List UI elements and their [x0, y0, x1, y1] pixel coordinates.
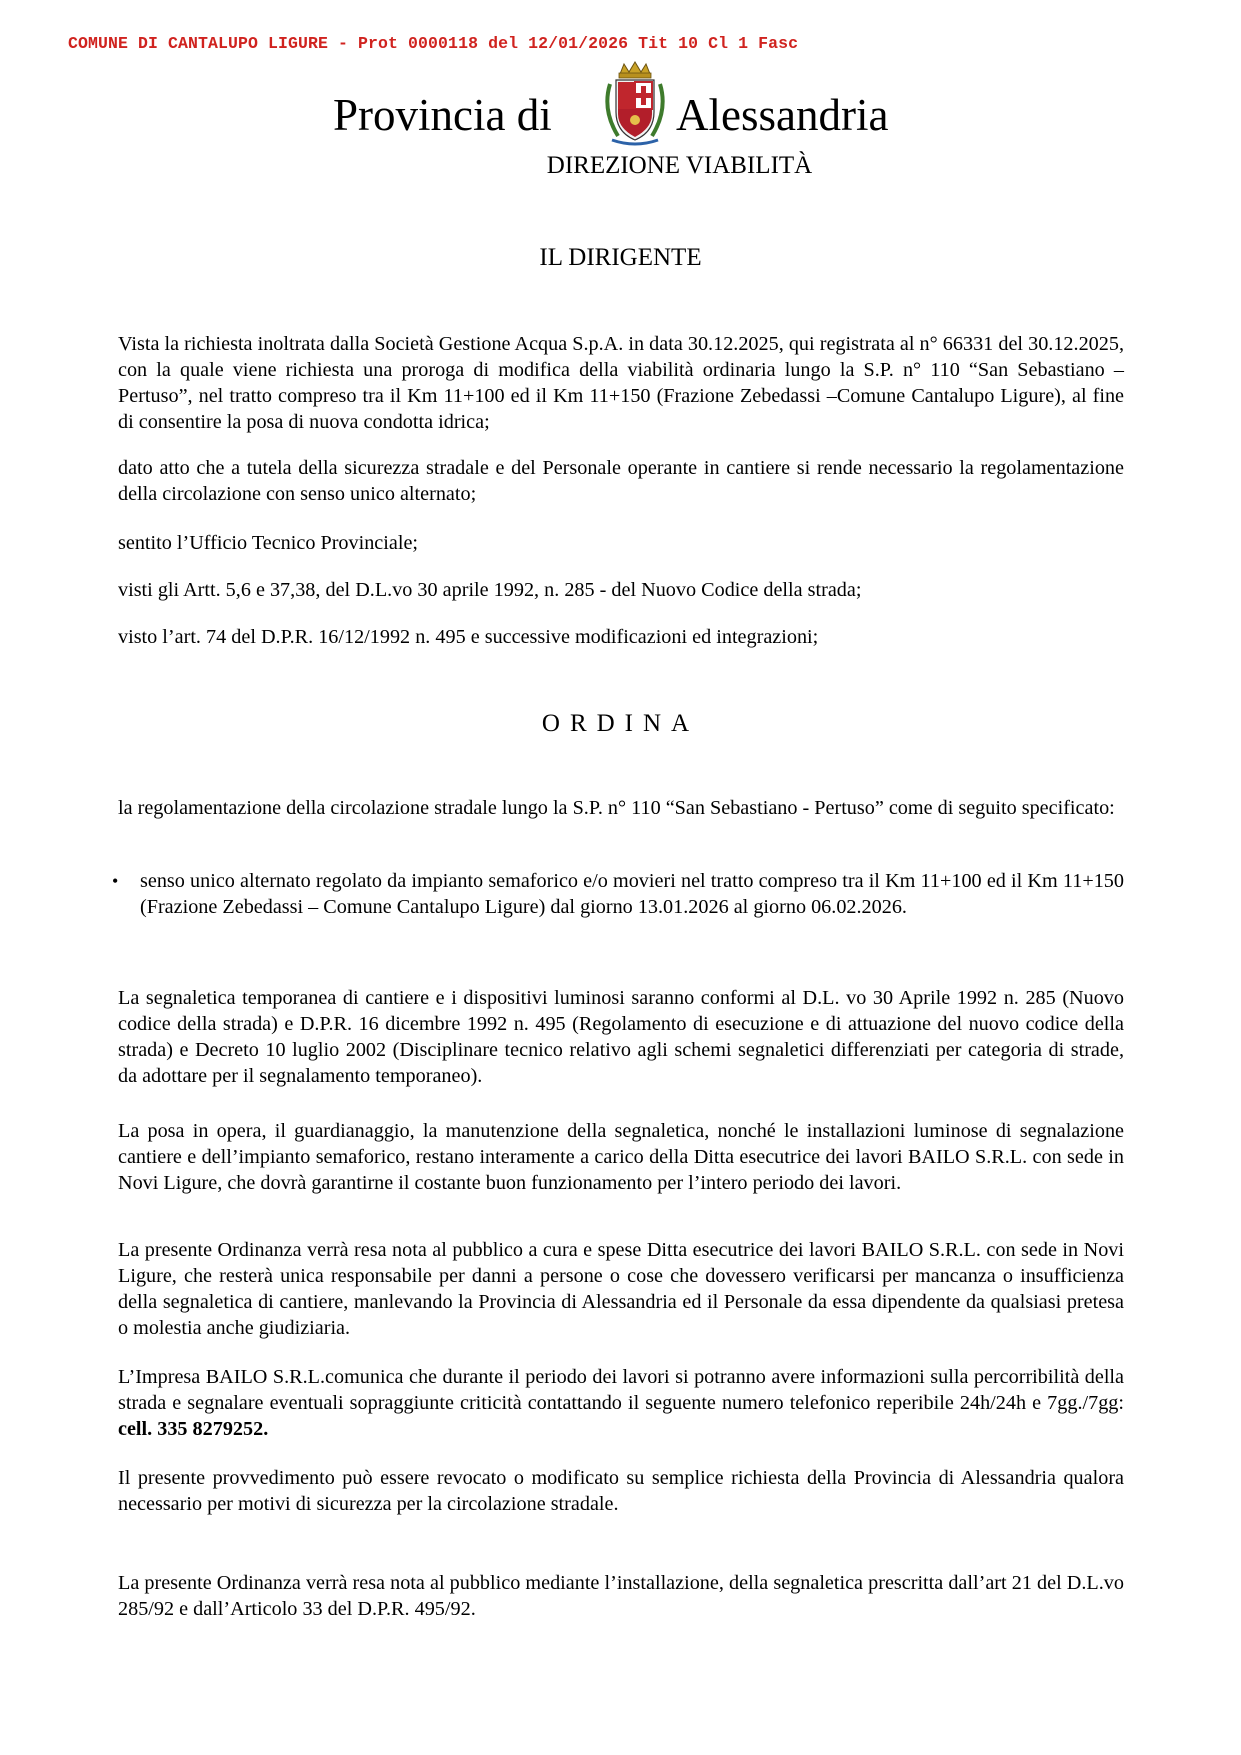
paragraph-segnaletica: La segnaletica temporanea di cantiere e i dispositivi luminosi saranno conformi al D.L. vo 30 Aprile 1992 n. 285 (Nuovo codice della strada) e D.P.R. 16 dicembre 1992 n. 495 (Regolamento di esecuzione e di attuazione del nuovo codice della strada) e Decreto 10 luglio 2002 (Disciplinare tecnico relativo agli schemi segnaletici differenziati per categoria di strade, da adottare per il segnalamento temporaneo). — [118, 987, 1124, 1087]
protocol-stamp: COMUNE DI CANTALUPO LIGURE - Prot 0000118 del 12/01/2026 Tit 10 Cl 1 Fasc — [68, 34, 799, 53]
paragraph-revoca: Il presente provvedimento può essere revocato o modificato su semplice richiesta della Provincia di Alessandria qualora necessario per motivi di sicurezza per la circolazione stradale. — [118, 1467, 1124, 1515]
impresa-text: L’Impresa BAILO S.R.L.comunica che durante il periodo dei lavori si potranno avere informazioni sulla percorribilità della strada e segnalare eventuali sopraggiunte criticità contattando il seguente numero telefonico reperibile 24h/24h e 7gg./7gg: — [118, 1366, 1124, 1414]
premise-paragraph: visti gli Artt. 5,6 e 37,38, del D.L.vo 30 aprile 1992, n. 285 - del Nuovo Codice della strada; — [118, 579, 862, 601]
paragraph-posa: La posa in opera, il guardianaggio, la manutenzione della segnaletica, nonché le installazioni luminose di segnalazione cantiere e dell’impianto semaforico, restano interamente a carico della Ditta esecutrice dei lavori BAILO S.R.L. con sede in Novi Ligure, che dovrà garantirne il costante buon funzionamento per l’intero periodo dei lavori. — [118, 1120, 1124, 1194]
premise-paragraph: dato atto che a tutela della sicurezza stradale e del Personale operante in cantiere si rende necessario la regolamentazione della circolazione con senso unico alternato; — [118, 457, 1124, 505]
header-title-left: Provincia di — [333, 90, 552, 140]
header-title-right: Alessandria — [676, 90, 889, 140]
bullet-text: senso unico alternato regolato da impianto semaforico e/o movieri nel tratto compreso tra il Km 11+100 ed il Km 11+150 (Frazione Zebedassi – Comune Cantalupo Ligure) dal giorno 13.01.2026 al giorno 06.02.2026. — [140, 870, 1124, 918]
premise-paragraph: Vista la richiesta inoltrata dalla Società Gestione Acqua S.p.A. in data 30.12.2025, qui registrata al n° 66331 del 30.12.2025, con la quale viene richiesta una proroga di modifica della viabilità ordinaria lungo la S.P. n° 110 “San Sebastiano – Pertuso”, nel tratto compreso tra il Km 11+100 ed il Km 11+150 (Frazione Zebedassi –Comune Cantalupo Ligure), al fine di consentire la posa di nuova condotta idrica; — [118, 333, 1124, 433]
paragraph-resa-nota: La presente Ordinanza verrà resa nota al pubblico a cura e spese Ditta esecutrice dei lavori BAILO S.R.L. con sede in Novi Ligure, che resterà unica responsabile per danni a persone o cose che dovessero verificarsi per mancanza o insufficienza della segnaletica di cantiere, manlevando la Provincia di Alessandria ed il Personale da essa dipendente da qualsiasi pretesa o molestia anche giudiziaria. — [118, 1239, 1124, 1339]
paragraph-impresa — [118, 1364, 1124, 1442]
section-heading-ordina: ORDINA — [541, 710, 700, 737]
impresa-phone: cell. 335 8279252. — [118, 1418, 269, 1440]
premise-paragraph: sentito l’Ufficio Tecnico Provinciale; — [118, 532, 419, 554]
department-subtitle: DIREZIONE VIABILITÀ — [546, 152, 813, 179]
ordina-intro: la regolamentazione della circolazione stradale lungo la S.P. n° 110 “San Sebastiano - Pertuso” come di seguito specificato: — [118, 797, 1115, 819]
section-heading-dirigente: IL DIRIGENTE — [539, 244, 702, 271]
provincial-crest-icon — [598, 60, 672, 148]
bullet-icon: • — [112, 871, 119, 891]
bullet-item — [112, 868, 1124, 920]
paragraph-installazione: La presente Ordinanza verrà resa nota al pubblico mediante l’installazione, della segnaletica prescritta dall’art 21 del D.L.vo 285/92 e dall’Articolo 33 del D.P.R. 495/92. — [118, 1572, 1124, 1620]
premise-paragraph: visto l’art. 74 del D.P.R. 16/12/1992 n. 495 e successive modificazioni ed integrazioni; — [118, 626, 819, 648]
